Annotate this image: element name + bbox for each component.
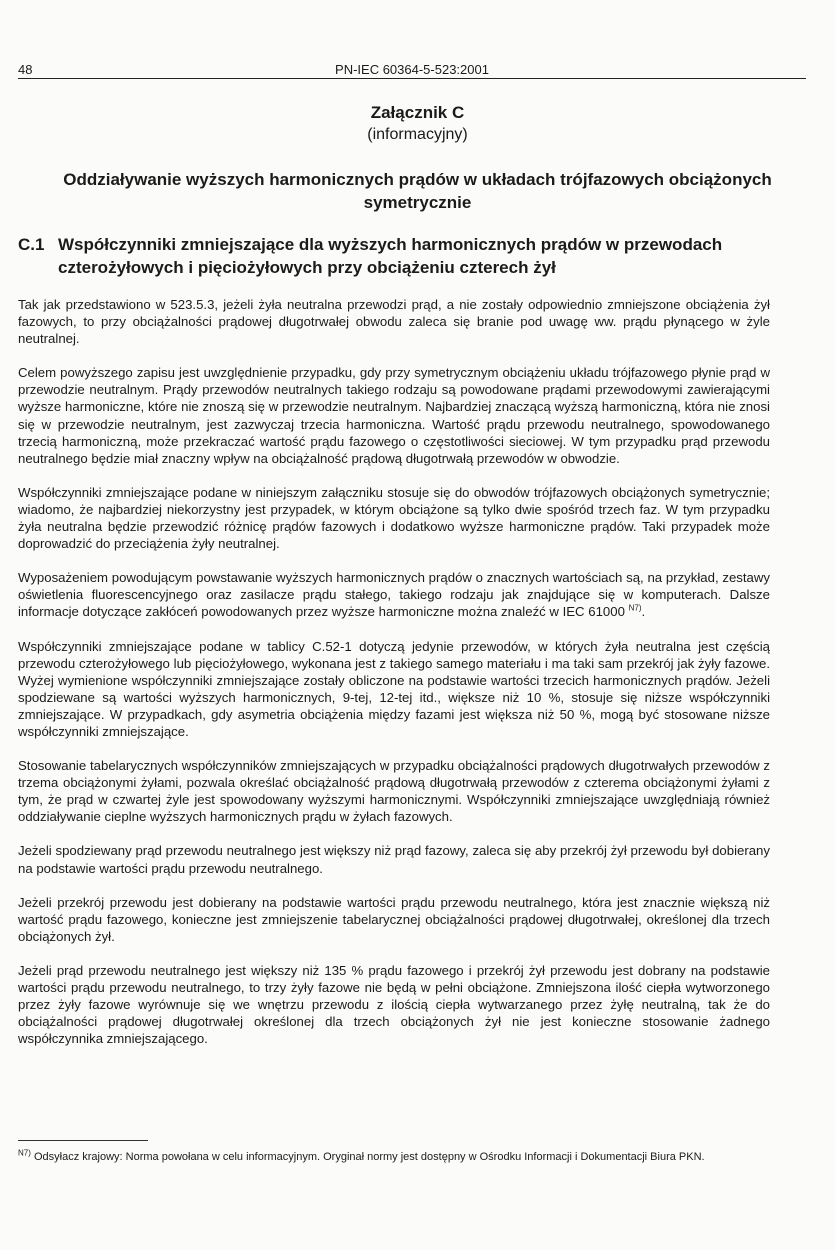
paragraph: Jeżeli przekrój przewodu jest dobierany na podstawie wartości prądu przewodu neutralnego, która jest znacznie większą niż wartość prądu fazowego, konieczne jest zmniejszenie tabelarycznej obciążalności prądowej długotrwałej, określonej dla trzech obciążonych żył.: [18, 894, 770, 944]
paragraph: Jeżeli spodziewany prąd przewodu neutralnego jest większy niż prąd fazowy, zaleca się aby przekrój żył przewodu był dobierany na podstawie wartości prądu przewodu neutralnego.: [18, 843, 770, 876]
paragraph: Tak jak przedstawiono w 523.5.3, jeżeli żyła neutralna przewodzi prąd, a nie zostały odpowiednio zmniejszone obciążenia żył fazowych, to przy obciążalności prądowej długotrwałej obwodu zaleca się branie pod uwagę ww. prądu płynącego w żyle neutralnej.: [18, 297, 770, 347]
paragraph: Współczynniki zmniejszające podane w tablicy C.52-1 dotyczą jedynie przewodów, w których żyła neutralna jest częścią przewodu czterożyłowego lub pięciożyłowego, wykonana jest z takiego samego materiału i ma taki sam przekrój jak żyły fazowe. Wyżej wymienione współczynniki zmniejszające zostały obliczone na podstawie wartości trzecich harmonicznych prądów. Jeżeli spodziewane są wartości wyższych harmonicznych, 9-tej, 12-tej itd., większe niż 10 %, stosuje się niższe współczynniki zmniejszające. W przypadkach, gdy asymetria obciążenia między fazami jest większa niż 50 %, mogą być stosowane niższe współczynniki zmniejszające.: [18, 638, 770, 739]
annex-title: Załącznik C: [370, 103, 465, 122]
section-heading: [18, 233, 818, 279]
paragraph: Współczynniki zmniejszające podane w niniejszym załączniku stosuje się do obwodów trójfazowych obciążonych symetrycznie; wiadomo, że najbardziej niekorzystny jest przypadek, w którym obciążone są tylko dwie spośród trzech faz. W tym przypadku żyła neutralna będzie przewodzić różnicę prądów fazowych i dodatkowo wyższe harmoniczne prądów. Taki przypadek może doprowadzić do przeciążenia żyły neutralnej.: [18, 484, 770, 552]
paragraph-text: Wyposażeniem powodującym powstawanie wyższych harmonicznych prądów o znacznych wartościach są, na przykład, zestawy oświetlenia fluorescencyjnego oraz zasilacze prądu stałego, takiego rodzaju jak znajdujące się w komputerach. Dalsze informacje dotyczące zakłóceń powodowanych przez wyższe harmoniczne można znaleźć w IEC 61000: [18, 570, 770, 620]
footnote-reference: N7): [628, 604, 642, 614]
document-title: Oddziaływanie wyższych harmonicznych prądów w układach trójfazowych obciążonych symetrycznie: [63, 170, 772, 212]
section-title: Współczynniki zmniejszające dla wyższych harmonicznych prądów w przewodach czterożyłowych i pięciożyłowych przy obciążeniu czterech żył: [58, 235, 723, 277]
footnote: [18, 1150, 758, 1165]
page-header: [18, 60, 806, 79]
footnote-divider: [18, 1140, 148, 1141]
paragraph: Jeżeli prąd przewodu neutralnego jest większy niż 135 % prądu fazowego i przekrój żył przewodu jest dobrany na podstawie wartości prądu przewodu neutralnego, to trzy żyły fazowe nie będą w pełni obciążone. Zmniejszona ilość ciepła wytworzonego przez żyły fazowe wyrównuje się we wnętrzu przewodu z ilością ciepła wytwarzanego przez żyłę neutralną, tak że do obciążalności prądowej długotrwałej określonej dla trzech obciążonych żył nie jest konieczne stosowanie żadnego współczynnika zmniejszającego.: [18, 962, 770, 1047]
paragraph-with-reference: [18, 569, 770, 620]
body-text: [18, 296, 770, 1064]
footnote-marker: N7): [18, 1148, 31, 1158]
annex-subtitle: (informacyjny): [367, 126, 468, 143]
page-number: 48: [18, 62, 33, 77]
section-number: C.1: [18, 235, 45, 254]
paragraph: Stosowanie tabelarycznych współczynników zmniejszających w przypadku obciążalności prądowych długotrwałych przewodów z trzema obciążonymi żyłami, pozwala określać obciążalność prądową długotrwałą przewodów z czterema obciążonymi żyłami z tym, że prąd w czwartej żyle jest spowodowany wyższymi harmonicznymi. Współczynniki zmniejszające uwzględniają również oddziaływanie cieplne wyższych harmonicznych prądu w żyłach fazowych.: [18, 758, 770, 825]
footnote-text: Odsyłacz krajowy: Norma powołana w celu informacyjnym. Oryginał normy jest dostępny w Ośrodku Informacji i Dokumentacji Biura PKN.: [33, 1151, 705, 1163]
paragraph: Celem powyższego zapisu jest uwzględnienie przypadku, gdy przy symetrycznym obciążeniu układu trójfazowego płynie prąd w przewodzie neutralnym. Prądy przewodów neutralnych takiego rodzaju są powodowane prądami przewodowymi zawierającymi wyższe harmoniczne, które nie znoszą się w przewodzie neutralnym. Najbardziej znaczącą wyższą harmoniczną, która nie znosi się w przewodzie neutralnym, jest zazwyczaj trzecia harmoniczna. Wartość prądu przewodu neutralnego, spowodowanego trzecią harmoniczną, może przekraczać wartość prądu fazowego o częstotliwości sieciowej. W tym przypadku prąd przewodu neutralnego będzie miał znaczny wpływ na obciążalność prądową długotrwałą przewodów w obwodzie.: [18, 365, 770, 466]
standard-code: PN-IEC 60364-5-523:2001: [335, 62, 489, 77]
annex-heading: [0, 103, 835, 145]
paragraph-end: .: [641, 604, 646, 620]
